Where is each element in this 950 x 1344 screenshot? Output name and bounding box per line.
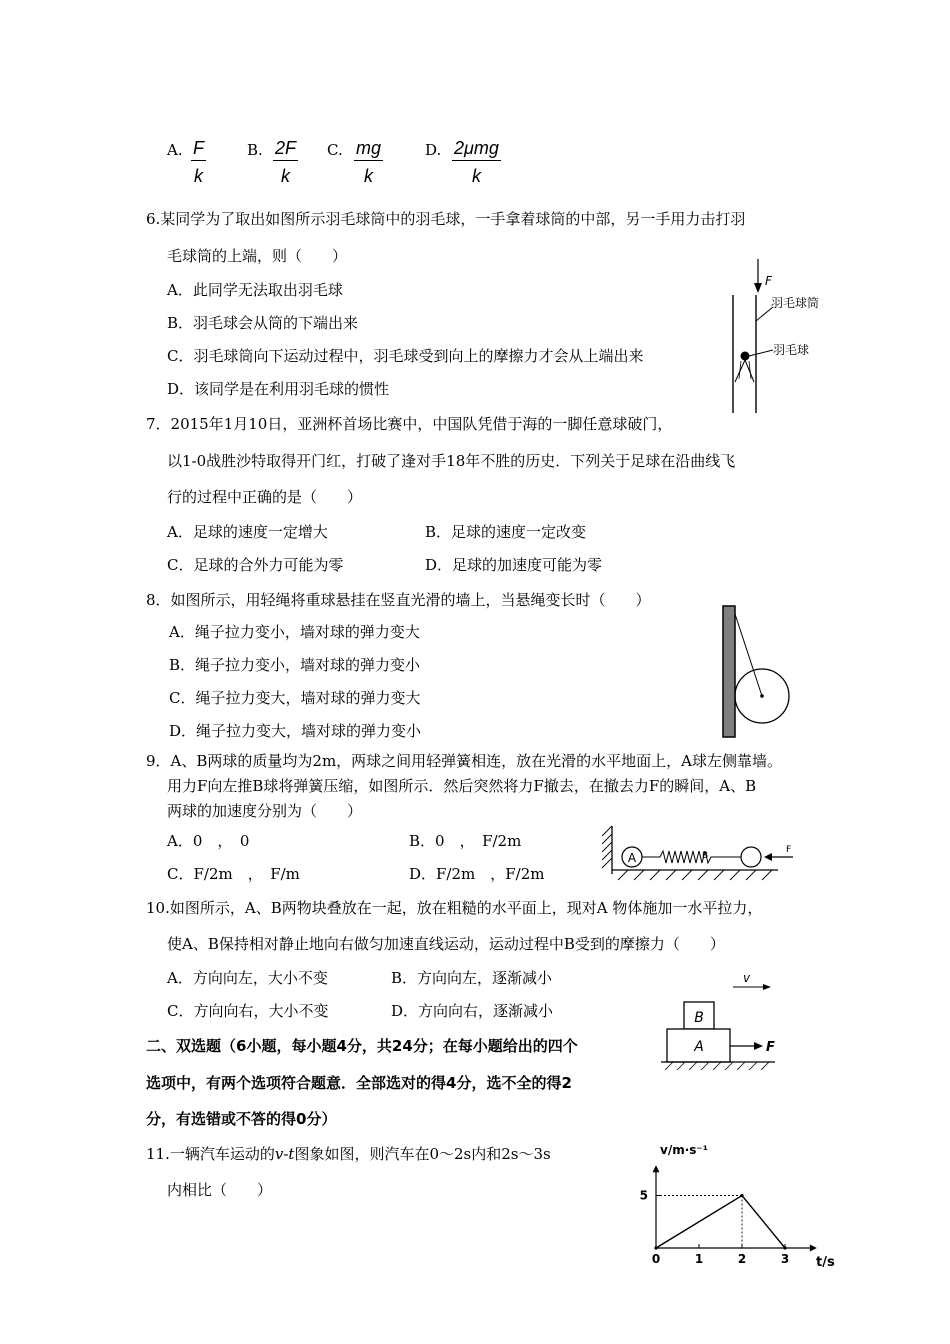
q11-stem-line2: 内相比（ ）: [167, 1181, 273, 1199]
q5-option-c-label: C.: [327, 141, 343, 159]
section2-heading-line2: 选项中，有两个选项符合题意．全部选对的得4分，选不全的得2: [146, 1074, 572, 1092]
series-line: [656, 1196, 785, 1249]
q9-stem-line3: 两球的加速度分别为（ ）: [167, 802, 363, 820]
q6-stem-line1: 6.某同学为了取出如图所示羽毛球筒中的羽毛球，一手拿着球筒的中部，另一手用力击打羽: [146, 210, 746, 228]
stacked-blocks-figure: [655, 965, 790, 1075]
pull-force-label: F: [766, 1040, 775, 1055]
q11-dash: -: [283, 1145, 289, 1163]
q6-option-b: B．羽毛球会从筒的下端出来: [167, 314, 359, 332]
q5-option-b-label: B.: [247, 141, 263, 159]
q11-prefix: 11.一辆汽车运动的: [146, 1145, 275, 1163]
q5-option-c-fraction: [354, 139, 383, 185]
q9-option-d: D．F/2m ，F/2m: [409, 865, 545, 883]
ball-a-label: A: [627, 851, 637, 865]
q11-suffix: 图象如图，则汽车在0～2s内和2s～3s: [294, 1145, 551, 1163]
q5-option-d-fraction: [452, 139, 501, 185]
chart-x-axis-label: t/s: [816, 1255, 835, 1270]
block-a-label: A: [694, 1039, 704, 1055]
q6-option-a: A．此同学无法取出羽毛球: [167, 281, 343, 299]
q9-option-c: C．F/2m ， F/m: [167, 865, 300, 883]
section2-heading-line3: 分，有选错或不答的得0分）: [146, 1110, 337, 1128]
fraction-numerator: mg: [354, 139, 383, 161]
x-tick-label: 1: [694, 1252, 704, 1266]
fraction-denominator: k: [471, 166, 481, 186]
section2-heading-line1: 二、双选题（6小题，每小题4分，共24分；在每小题给出的四个: [146, 1037, 578, 1055]
q8-stem-line1: 8．如图所示，用轻绳将重球悬挂在竖直光滑的墙上，当悬绳变长时（ ）: [146, 591, 651, 609]
q9-stem-line1: 9．A、B两球的质量均为2m，两球之间用轻弹簧相连，放在光滑的水平地面上，A球左侧靠墙。: [146, 752, 783, 770]
block-b-label: B: [694, 1010, 704, 1026]
data-point: [740, 1194, 743, 1197]
q11-stem-line1: [146, 1147, 551, 1162]
x-tick-label: 2: [737, 1252, 747, 1266]
q10-option-c: C．方向向右，大小不变: [167, 1002, 329, 1020]
fraction-denominator: k: [281, 166, 290, 186]
q7-option-a: A．足球的速度一定增大: [167, 523, 328, 541]
q5-option-d-label: D.: [425, 141, 442, 159]
force-label: F: [765, 274, 772, 288]
q7-stem-line1: 7．2015年1月10日，亚洲杯首场比赛中，中国队凭借于海的一脚任意球破门，: [146, 415, 673, 433]
fraction-numerator: F: [191, 139, 206, 161]
q7-stem-line3: 行的过程中正确的是（ ）: [167, 488, 363, 506]
push-force-label: F: [786, 845, 792, 855]
q11-t-symbol: t: [288, 1145, 295, 1163]
q6-option-c: C．羽毛球筒向下运动过程中，羽毛球受到向上的摩擦力才会从上端出来: [167, 347, 644, 365]
x-tick-label: 0: [651, 1252, 661, 1266]
ball-b-label: B: [702, 851, 709, 861]
chart-y-axis-label: v/m·s⁻¹: [660, 1143, 708, 1157]
q11-v-symbol: v: [274, 1145, 284, 1163]
q8-option-c: C．绳子拉力变大，墙对球的弹力变大: [169, 689, 421, 707]
fraction-numerator: 2μmg: [452, 139, 501, 161]
q10-stem-line1: 10.如图所示，A、B两物块叠放在一起，放在粗糙的水平面上，现对A 物体施加一水平拉力，: [146, 899, 763, 917]
q9-option-b: B．0 ， F/2m: [409, 832, 522, 850]
x-tick-label: 3: [780, 1252, 790, 1266]
q8-option-d: D．绳子拉力变大，墙对球的弹力变小: [169, 722, 422, 740]
data-point: [783, 1246, 786, 1249]
q10-option-a: A．方向向左，大小不变: [167, 969, 328, 987]
spring-balls-figure: [598, 822, 798, 882]
velocity-label: v: [743, 971, 751, 985]
q8-option-a: A．绳子拉力变小，墙对球的弹力变大: [169, 623, 420, 641]
ball-label: 羽毛球: [773, 343, 810, 357]
badminton-tube-figure: [725, 255, 835, 415]
q7-stem-line2: 以1-0战胜沙特取得开门红，打破了逢对手18年不胜的历史．下列关于足球在沿曲线飞: [167, 452, 736, 470]
fraction-numerator: 2F: [273, 139, 298, 161]
fraction-denominator: k: [364, 166, 373, 186]
q6-option-d: D．该同学是在利用羽毛球的惯性: [167, 380, 390, 398]
velocity-time-chart: [630, 1138, 845, 1273]
x-axis-arrow: [810, 1245, 817, 1252]
q5-option-a-label: A.: [167, 141, 183, 159]
q8-option-b: B．绳子拉力变小，墙对球的弹力变小: [169, 656, 421, 674]
q7-option-d: D．足球的加速度可能为零: [425, 556, 603, 574]
fraction-denominator: k: [194, 166, 203, 186]
q9-option-a: A．0 ， 0: [167, 832, 250, 850]
data-point: [654, 1246, 657, 1249]
tube-label: 羽毛球筒: [771, 296, 820, 310]
y-axis-arrow: [653, 1165, 660, 1172]
q10-stem-line2: 使A、B保持相对静止地向右做匀加速直线运动，运动过程中B受到的摩擦力（ ）: [167, 935, 725, 953]
q7-option-c: C．足球的合外力可能为零: [167, 556, 344, 574]
q6-stem-line2: 毛球筒的上端，则（ ）: [167, 247, 348, 265]
q7-option-b: B．足球的速度一定改变: [425, 523, 587, 541]
q10-option-b: B．方向向左，逐渐减小: [391, 969, 553, 987]
q5-option-a-fraction: [191, 139, 206, 185]
q5-option-b-fraction: [273, 139, 298, 185]
q9-stem-line2: 用力F向左推B球将弹簧压缩，如图所示．然后突然将力F撤去，在撤去力F的瞬间，A、B: [167, 777, 757, 795]
y-tick-label: 5: [639, 1188, 648, 1203]
q10-option-d: D．方向向右，逐渐减小: [391, 1002, 554, 1020]
hanging-ball-figure: [720, 604, 800, 740]
